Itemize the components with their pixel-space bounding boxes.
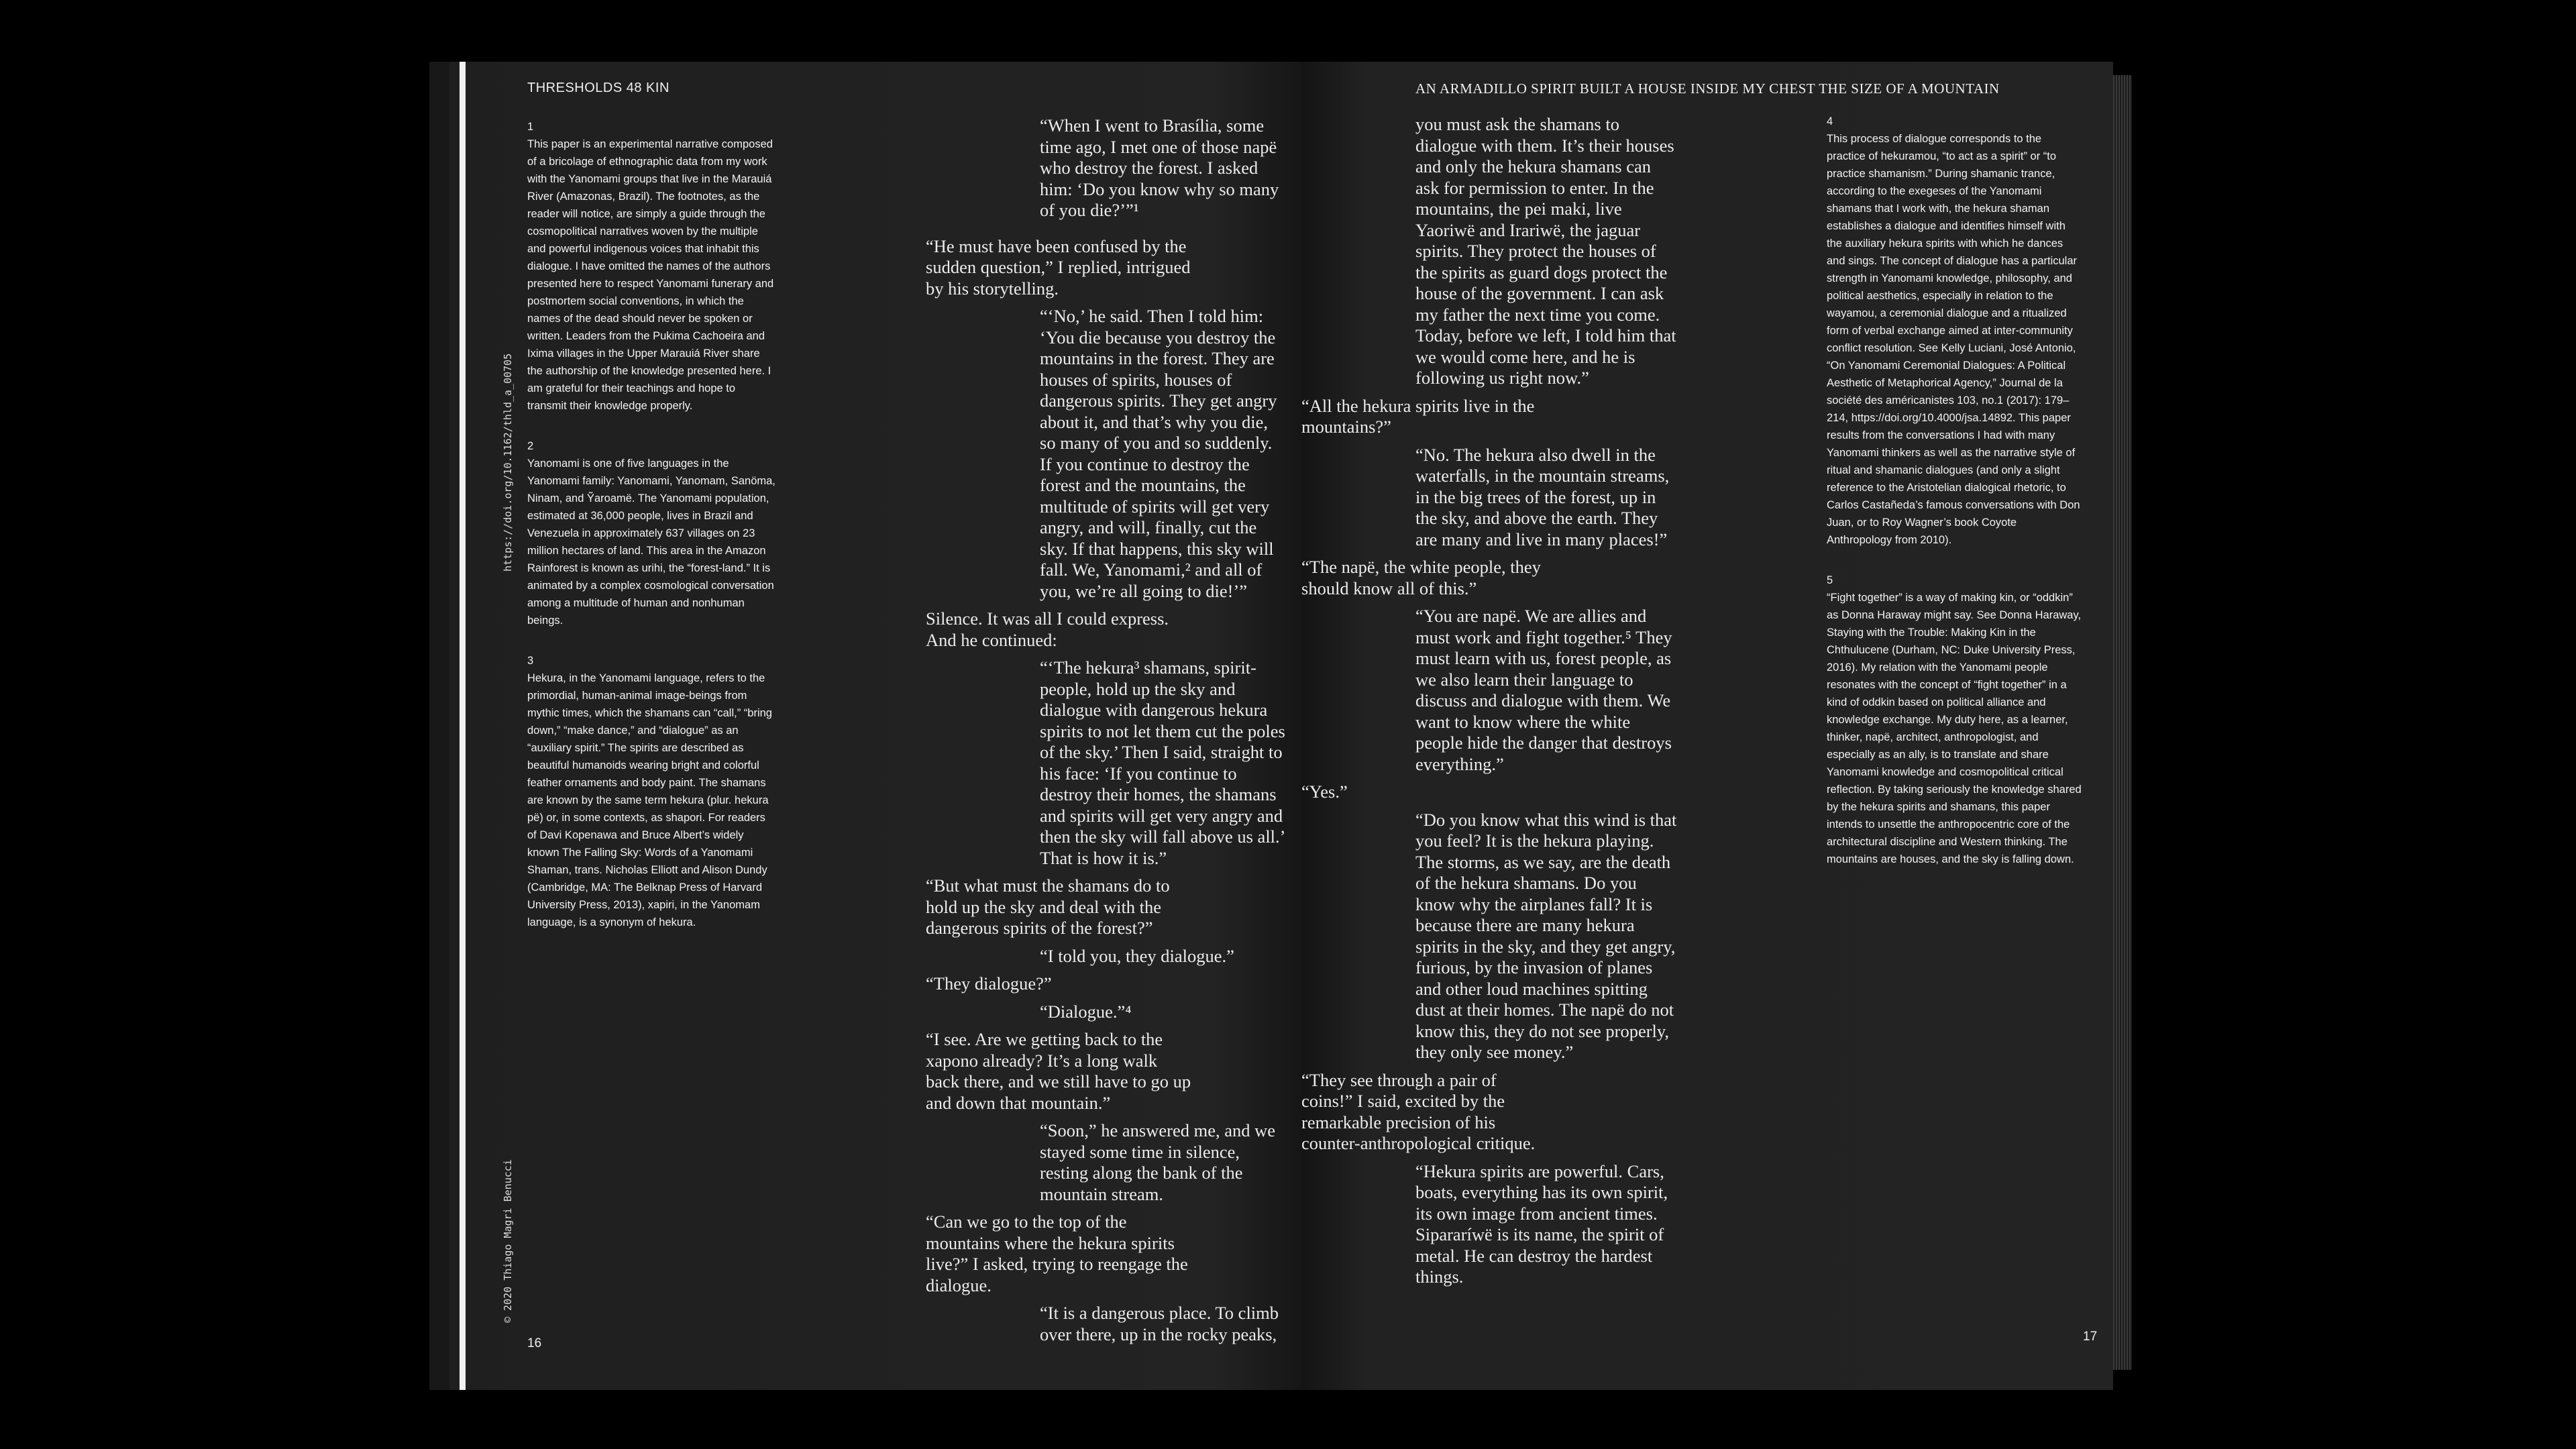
dialogue-paragraph: “Soon,” he answered me, and we stayed some time in silence, resting along the bank of the mountain stream. — [1040, 1120, 1275, 1204]
copyright-vertical: © 2020 Thiago Magri Benucci — [502, 1159, 514, 1323]
dialogue-paragraph: “When I went to Brasília, some time ago, I met one of those napë who destroy the forest. I asked him: ‘Do you know why so many of you die?’”¹ — [1040, 115, 1279, 220]
dialogue-paragraph: Silence. It was all I could express. And he continued: — [926, 608, 1169, 650]
footnote-text: This paper is an experimental narrative composed of a bricolage of ethnographic data from my work with the Yanomami groups that live in the Marauiá River (Amazonas, Brazil). The footnotes, as the reader will notice, are simply a guide through the cosmopolitical narratives woven by the multiple and powerful indigenous voices that inhabit this dialogue. I have omitted the names of the authors presented here to respect Yanomami funerary and postmortem social conventions, in which the names of the dead should never be spoken or written. Leaders from the Pukima Cachoeira and Ixima villages in the Upper Marauiá River share the authorship of the knowledge presented here. I am grateful for their teachings and hope to transmit their knowledge properly. — [527, 138, 774, 412]
binding-strip — [460, 62, 466, 1390]
dialogue-paragraph: “I see. Are we getting back to the xapono already? It’s a long walk back there, and we still have to go up and down that mountain.” — [926, 1029, 1191, 1113]
dialogue-paragraph: “But what must the shamans do to hold up the sky and deal with the dangerous spirits of the forest?” — [926, 875, 1170, 938]
dialogue-paragraph: “Dialogue.”⁴ — [1040, 1001, 1132, 1022]
footnote-number: 2 — [527, 440, 534, 452]
dialogue-paragraph: “All the hekura spirits live in the mountains?” — [1301, 395, 1535, 437]
page-edge-shadow — [429, 62, 449, 1390]
dialogue-paragraph: “Yes.” — [1301, 782, 1348, 802]
dialogue-paragraph: “They dialogue?” — [926, 973, 1052, 994]
footnote — [527, 437, 775, 629]
page-number-left: 16 — [527, 1336, 542, 1350]
right-main-text — [1301, 114, 1677, 1288]
running-head-left: THRESHOLDS 48 KIN — [527, 80, 669, 95]
dialogue-paragraph: “You are napë. We are allies and must work and fight together.⁵ They must learn with us, forest people, as we also learn their language to discuss and dialogue with them. We want to know where the white people hide the danger that destroys everything.” — [1415, 606, 1672, 774]
page-stack-edges — [2113, 75, 2132, 1370]
dialogue-paragraph: “They see through a pair of coins!” I said, excited by the remarkable precision of his counter-anthropological critique. — [1301, 1069, 1536, 1153]
dialogue-paragraph: “‘No,’ he said. Then I told him: ‘You die because you destroy the mountains in the forest. They are houses of spirits, houses of dangerous spirits. They get angry about it, and that’s why you die, so many of you and so suddenly. If you continue to destroy the forest and the mountains, the multitude of spirits will get very angry, and will, finally, cut the sky. If that happens, this sky will fall. We, Yanomami,² and all of you, we’re all going to die!’” — [1040, 306, 1277, 601]
dialogue-paragraph: “Hekura spirits are powerful. Cars, boats, everything has its own spirit, its own image from ancient times. Sipararíwë is its name, the spirit of metal. He can destroy the hardest things. — [1415, 1161, 1668, 1287]
dialogue-paragraph: “Do you know what this wind is that you feel? It is the hekura playing. The storms, as we say, are the death of the hekura shamans. Do you know why the airplanes fall? It is because there are many hekura spirits in the sky, and they get angry, furious, by the invasion of planes and other loud machines spitting dust at their homes. The napë do not know this, they do not see properly, they only see money.” — [1415, 809, 1677, 1062]
footnote-text: “Fight together” is a way of making kin, or “oddkin” as Donna Haraway might say. See Donna Haraway, Staying with the Trouble: Making Kin in the Chthulucene (Durham, NC: Duke University Press, 2016). My relation with the Yanomami people resonates with the concept of “fight together” in a kind of oddkin based on political alliance and knowledge exchange. My duty here, as a learner, thinker, napë, architect, anthropologist, and especially as an ally, is to translate and share Yanomami knowledge and cosmopolitical critical reflection. By taking seriously the knowledge shared by the hekura spirits and shamans, this paper intends to unsettle the anthropocentric core of the architectural discipline and Western thinking. The mountains are houses, and the sky is falling down. — [1827, 592, 2082, 865]
dialogue-paragraph: “Can we go to the top of the mountains where the hekura spirits live?” I asked, trying to reengage the dialogue. — [926, 1212, 1188, 1295]
footnote-text: Yanomami is one of five languages in the Yanomami family: Yanomami, Yanomam, Sanöma, Ninam, and Ỹaroamë. The Yanomami population, estimated at 36,000 people, lives in Brazil and Venezuela in approximately 637 villages on 23 million hectares of land. This area in the Amazon Rainforest is known as urihi, the “forest-land.” It is animated by a complex cosmological conversation among a multitude of human and nonhuman beings. — [527, 458, 775, 627]
left-footnotes — [527, 118, 775, 954]
dialogue-paragraph: “The napë, the white people, they should know all of this.” — [1301, 557, 1541, 598]
dialogue-paragraph: “I told you, they dialogue.” — [1040, 945, 1234, 966]
footnote-text: Hekura, in the Yanomami language, refers to the primordial, human-animal image-beings from mythic times, which the shamans can “call,” “bring down,” “make dance,” and “dialogue” as an “auxiliary spirit.” The spirits are described as beautiful humanoids wearing bright and colorful feather ornaments and body paint. The shamans are known by the same term hekura (plur. hekura pë) or, in some contexts, as shapori. For readers of Davi Kopenawa and Bruce Albert’s widely known The Falling Sky: Words of a Yanomami Shaman, trans. Nicholas Elliott and Alison Dundy (Cambridge, MA: The Belknap Press of Harvard University Press, 2013), xapiri, in the Yanomam language, is a synonym of hekura. — [527, 672, 772, 928]
dialogue-paragraph: “No. The hekura also dwell in the waterfalls, in the mountain streams, in the big trees of the forest, up in the sky, and above the earth. They are many and live in many places!” — [1415, 444, 1670, 549]
left-page — [429, 62, 1301, 1390]
dialogue-paragraph: “‘The hekura³ shamans, spirit-people, hold up the sky and dialogue with dangerous hekura spirits to not let them cut the poles of the sky.’ Then I said, straight to his face: ‘If you continue to destroy their homes, the shamans and spirits will get very angry and then the sky will fall above us all.’ That is how it is.” — [1040, 657, 1285, 868]
dialogue-paragraph: “It is a dangerous place. To climb over there, up in the rocky peaks, — [1040, 1303, 1279, 1344]
footnote-text: This process of dialogue corresponds to the practice of hekuramou, “to act as a spirit” or “to practice shamanism.” During shamanic trance, according to the exegeses of the Yanomami shamans that I work with, the hekura shaman establishes a dialogue and identifies himself with the auxiliary hekura spirits with which he dances and sings. The concept of dialogue has a particular strength in Yanomami knowledge, philosophy, and political aesthetics, especially in relation to the wayamou, a ceremonial dialogue and a ritualized form of verbal exchange aimed at inter-community conflict resolution. See Kelly Luciani, José Antonio, “On Yanomami Ceremonial Dialogues: A Political Aesthetic of Metaphorical Agency,” Journal de la société des américanistes 103, no.1 (2017): 179–214, https://doi.org/10.4000/jsa.14892. This paper results from the conversations I had with many Yanomami thinkers as well as the narrative style of ritual and shamanic dialogues (and only a slight reference to the Aristotelian dialogical rhetoric, to Carlos Castañeda’s famous conversations with Don Juan, or to Roy Wagner’s book Coyote Anthropology from 2010). — [1827, 133, 2080, 546]
footnote-number: 1 — [527, 121, 534, 133]
footnote-number: 4 — [1827, 115, 1833, 127]
footnote — [527, 652, 775, 931]
footnote-number: 3 — [527, 655, 534, 667]
footnote — [1827, 572, 2082, 868]
footnote — [1827, 113, 2082, 549]
footnote — [527, 118, 775, 415]
left-main-text — [926, 115, 1288, 1345]
page-number-right: 17 — [2083, 1330, 2098, 1344]
running-head-right: AN ARMADILLO SPIRIT BUILT A HOUSE INSIDE MY CHEST THE SIZE OF A MOUNTAIN — [1415, 80, 2000, 97]
open-book — [429, 62, 2147, 1390]
dialogue-paragraph: you must ask the shamans to dialogue with them. It’s their houses and only the hekura shamans can ask for permission to enter. In the mountains, the pei maki, live Yaoriwë and Irariwë, the jaguar spirits. They protect the houses of the spirits as guard dogs protect the house of the government. I can ask my father the next time you come. Today, before we left, I told him that we would come here, and he is following us right now.” — [1415, 114, 1676, 388]
right-page — [1301, 62, 2113, 1390]
right-footnotes — [1827, 113, 2082, 891]
footnote-number: 5 — [1827, 574, 1833, 586]
doi-vertical: https://doi.org/10.1162/thld_a_00705 — [502, 353, 514, 572]
dialogue-paragraph: “He must have been confused by the sudden question,” I replied, intrigued by his storytelling. — [926, 235, 1191, 299]
